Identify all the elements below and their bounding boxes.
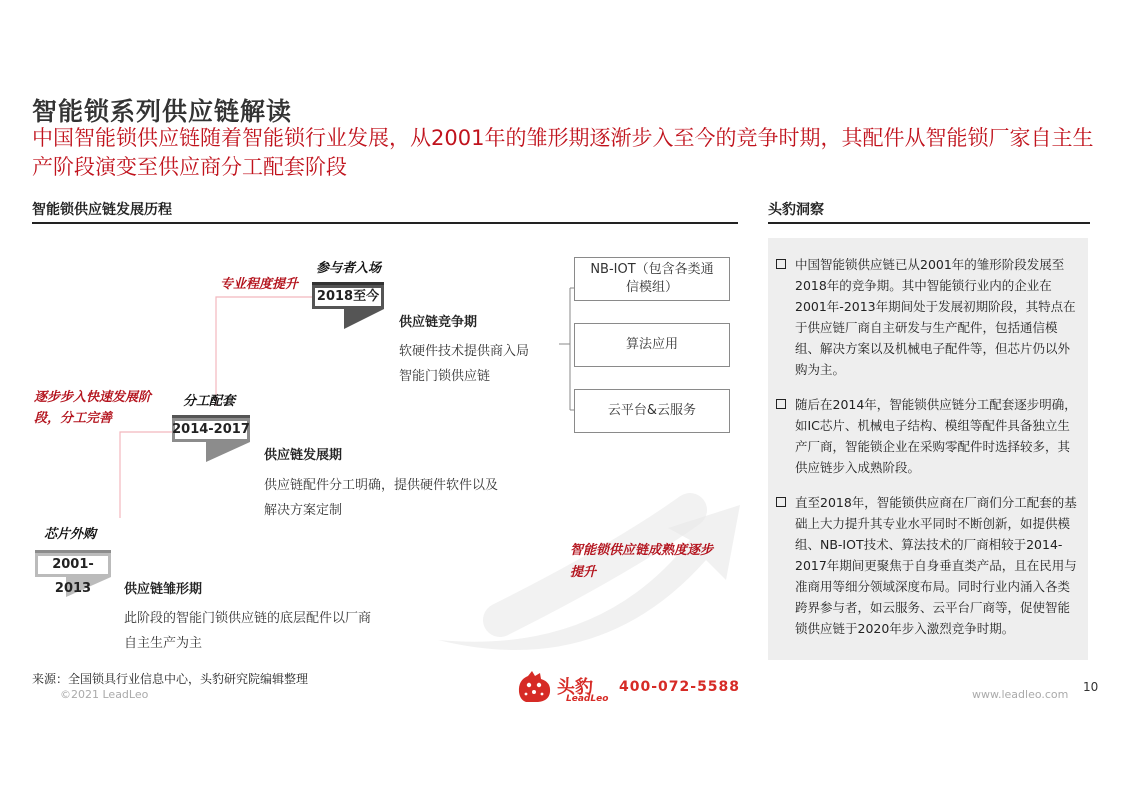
connector-2001-2014 bbox=[120, 432, 172, 518]
role-label-entrants: 参与者入场 bbox=[316, 261, 382, 276]
phase-desc-line: 此阶段的智能门锁供应链的底层配件以厂商 bbox=[124, 611, 372, 626]
insight-bullet bbox=[776, 394, 1078, 478]
phase-desc-embryonic bbox=[124, 606, 371, 656]
phase-desc-line: 解决方案定制 bbox=[264, 503, 343, 518]
component-cloud: 云平台&云服务 bbox=[574, 389, 730, 433]
note-professional: 专业程度提升 bbox=[220, 277, 299, 292]
phase-desc-competition bbox=[399, 339, 529, 389]
phase-desc-line: 供应链配件分工明确，提供硬件软件以及 bbox=[264, 478, 499, 493]
phase-title-development: 供应链发展期 bbox=[264, 448, 343, 463]
role-label-chip: 芯片外购 bbox=[44, 527, 97, 542]
phone-number: 400-072-5588 bbox=[619, 679, 741, 695]
insight-bullet bbox=[776, 492, 1078, 639]
insight-panel bbox=[768, 238, 1088, 660]
timeline-section-heading: 智能锁供应链发展历程 bbox=[32, 202, 172, 218]
leopard-logo-icon bbox=[516, 670, 554, 704]
year-label-2018: 2018至今 bbox=[316, 289, 380, 304]
logo-subtitle: LeadLeo bbox=[566, 694, 609, 704]
page-number: 10 bbox=[1083, 680, 1099, 694]
logo-name: 头豹 bbox=[557, 677, 593, 698]
phase-desc-development bbox=[264, 473, 498, 523]
phase-title-competition: 供应链竞争期 bbox=[399, 315, 478, 330]
component-algorithm: 算法应用 bbox=[574, 323, 730, 367]
note-progress: 逐步步入快速发展阶段，分工完善 bbox=[34, 390, 152, 426]
insight-text: 直至2018年，智能锁供应商在厂商们分工配套的基础上大力提升其专业水平同时不断创新，如提供模组、NB-IOT技术、算法技术的厂商相较于2014-2017年期间更聚焦于自身垂直类产品，且在民用与准商用等细分领域深度布局。同时行业内涌入各类跨界参与者，如云服务、云平台厂商等，促使智能锁供应链于2020年步入激烈竞争时期。 bbox=[795, 495, 1077, 636]
phase-desc-line: 智能门锁供应链 bbox=[399, 369, 491, 384]
role-label-division: 分工配套 bbox=[183, 394, 236, 409]
checkbox-bullet-icon bbox=[776, 259, 786, 269]
phase-desc-line: 自主生产为主 bbox=[124, 636, 203, 651]
checkbox-bullet-icon bbox=[776, 497, 786, 507]
note-maturity: 智能锁供应链成熟度逐步提升 bbox=[570, 543, 714, 580]
page-subtitle: 中国智能锁供应链随着智能锁行业发展，从2001年的雏形期逐渐步入至今的竞争时期，其配件从智能锁厂家自主生产阶段演变至供应商分工配套阶段 bbox=[32, 126, 1094, 179]
checkbox-bullet-icon bbox=[776, 399, 786, 409]
page-title: 智能锁系列供应链解读 bbox=[32, 97, 293, 126]
website-url[interactable]: www.leadleo.com bbox=[972, 688, 1069, 701]
component-nbiot: NB-IOT（包含各类通信模组） bbox=[574, 257, 730, 301]
components-bracket bbox=[559, 288, 574, 410]
copyright: ©2021 LeadLeo bbox=[60, 688, 149, 701]
source-note: 来源：全国锁具行业信息中心，头豹研究院编辑整理 bbox=[32, 672, 309, 686]
phase-desc-line: 软硬件技术提供商入局 bbox=[399, 344, 530, 359]
year-label-2001: 2001-2013 bbox=[52, 557, 94, 596]
insight-bullet bbox=[776, 254, 1078, 380]
year-label-2014: 2014-2017 bbox=[172, 422, 250, 437]
insight-section-heading: 头豹洞察 bbox=[768, 202, 824, 218]
insight-text: 随后在2014年，智能锁供应链分工配套逐步明确，如IC芯片、机械电子结构、模组等配件具备独立生产厂商，智能锁企业在采购零配件时选择较多，其供应链步入成熟阶段。 bbox=[795, 397, 1077, 475]
insight-text: 中国智能锁供应链已从2001年的雏形阶段发展至2018年的竞争期。其中智能锁行业内的企业在2001年-2013年期间处于发展初期阶段，其特点在于供应链厂商自主研发与生产配件，包括通信模组、解决方案以及机械电子配件等，但芯片仍以外购为主。 bbox=[795, 257, 1076, 377]
phase-title-embryonic: 供应链雏形期 bbox=[124, 582, 203, 597]
